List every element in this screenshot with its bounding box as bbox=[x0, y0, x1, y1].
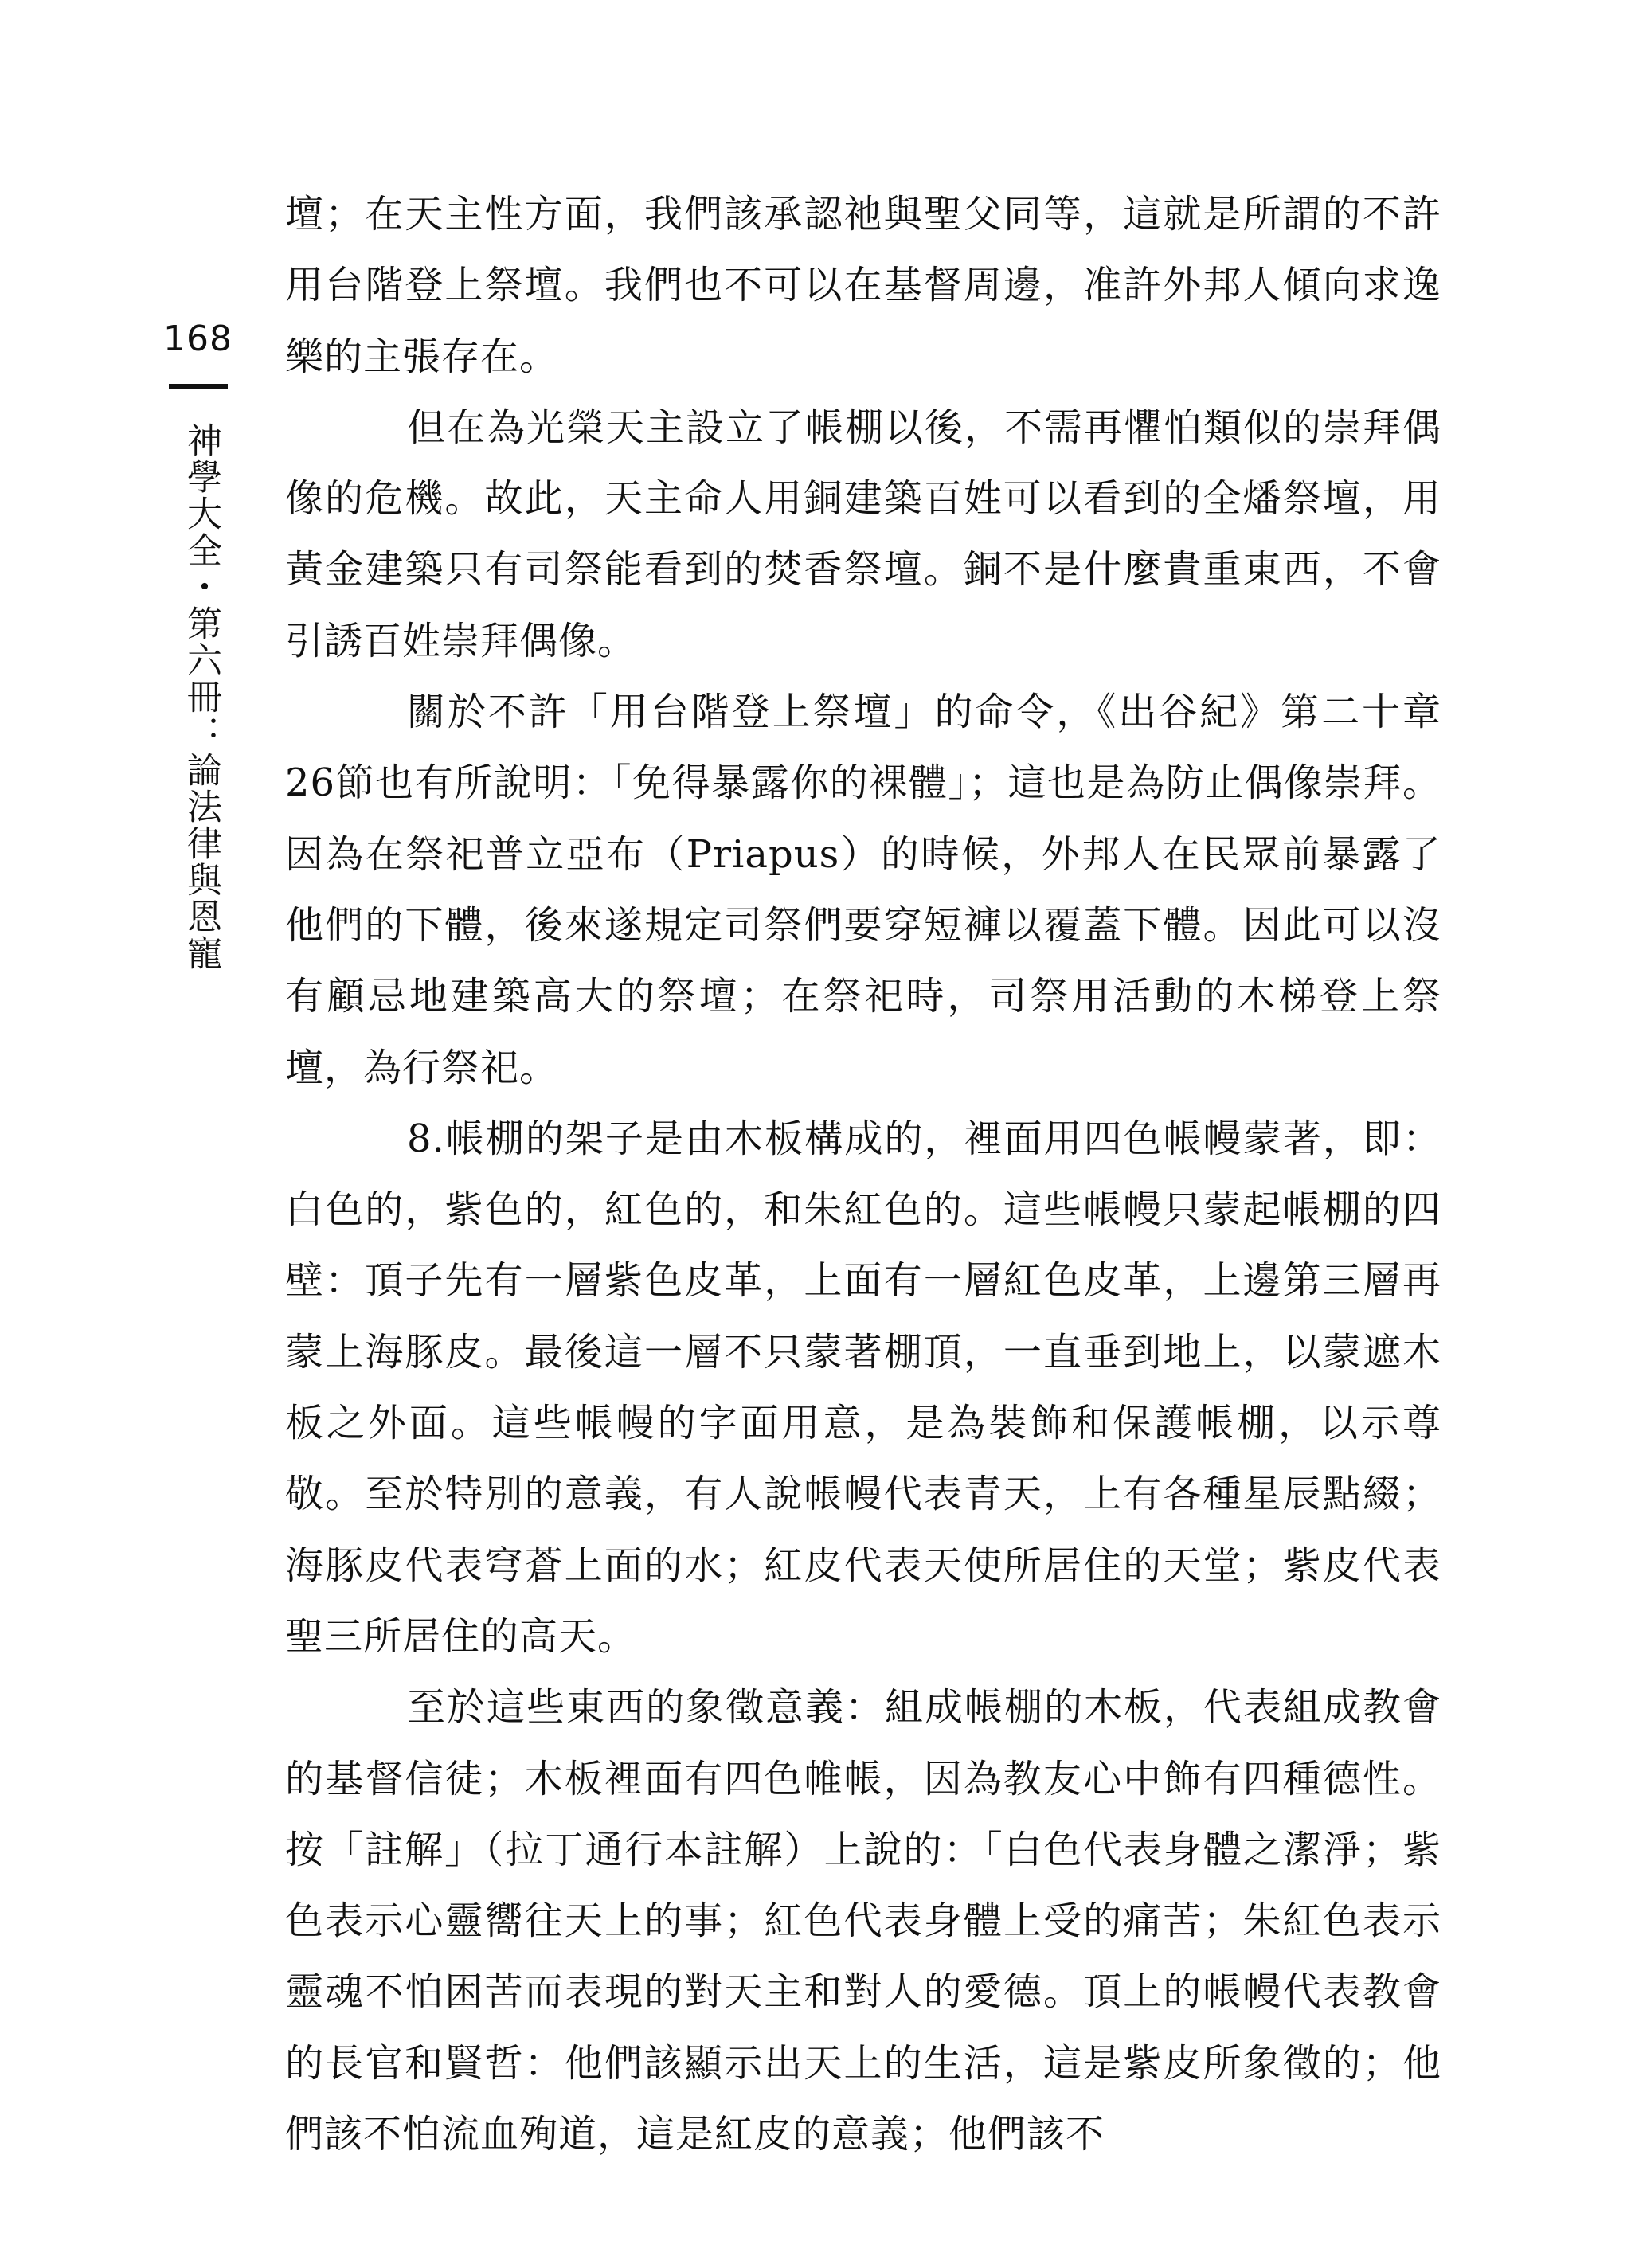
paragraph: 但在為光榮天主設立了帳棚以後，不需再懼怕類似的崇拜偶像的危機。故此，天主命人用銅建築百姓可以看到的全燔祭壇，用黃金建築只有司祭能看到的焚香祭壇。銅不是什麼貴重東西，不會引誘百姓崇拜偶像。 bbox=[285, 405, 1441, 663]
paragraph: 關於不許「用台階登上祭壇」的命令，《出谷紀》第二十章26節也有所說明：「免得暴露你的裸體」；這也是為防止偶像崇拜。因為在祭祀普立亞布（Priapus）的時候，外邦人在民眾前暴露了他們的下體，後來遂規定司祭們要穿短褲以覆蓋下體。因此可以沒有顧忌地建築高大的祭壇；在祭祀時，司祭用活動的木梯登上祭壇，為行祭祀。 bbox=[285, 690, 1441, 1090]
header-rule bbox=[169, 384, 228, 389]
body-text bbox=[285, 179, 1441, 2170]
paragraph: 至於這些東西的象徵意義：組成帳棚的木板，代表組成教會的基督信徒；木板裡面有四色帷帳，因為教友心中飾有四種德性。按「註解」（拉丁通行本註解）上說的：「白色代表身體之潔淨；紫色表示心靈嚮往天上的事；紅色代表身體上受的痛苦；朱紅色表示靈魂不怕困苦而表現的對天主和對人的愛德。頂上的帳幔代表教會的長官和賢哲：他們該顯示出天上的生活，這是紫皮所象徵的；他們該不怕流血殉道，這是紅皮的意義；他們該不 bbox=[285, 1685, 1441, 2157]
running-header: 神學大全・第六冊：論法律與恩寵 bbox=[181, 422, 221, 972]
paragraph: 8.帳棚的架子是由木板構成的，裡面用四色帳幔蒙著，即：白色的，紫色的，紅色的，和朱紅色的。這些帳幔只蒙起帳棚的四壁：頂子先有一層紫色皮革，上面有一層紅色皮革，上邊第三層再蒙上海豚皮。最後這一層不只蒙著棚頂，一直垂到地上，以蒙遮木板之外面。這些帳幔的字面用意，是為裝飾和保護帳棚，以示尊敬。至於特別的意義，有人說帳幔代表青天，上有各種星辰點綴；海豚皮代表穹蒼上面的水；紅皮代表天使所居住的天堂；紫皮代表聖三所居住的高天。 bbox=[285, 1116, 1441, 1659]
page-number: 168 bbox=[163, 319, 233, 359]
paragraph-continuation: 壇；在天主性方面，我們該承認祂與聖父同等，這就是所謂的不許用台階登上祭壇。我們也不可以在基督周邊，准許外邦人傾向求逸樂的主張存在。 bbox=[285, 192, 1441, 379]
